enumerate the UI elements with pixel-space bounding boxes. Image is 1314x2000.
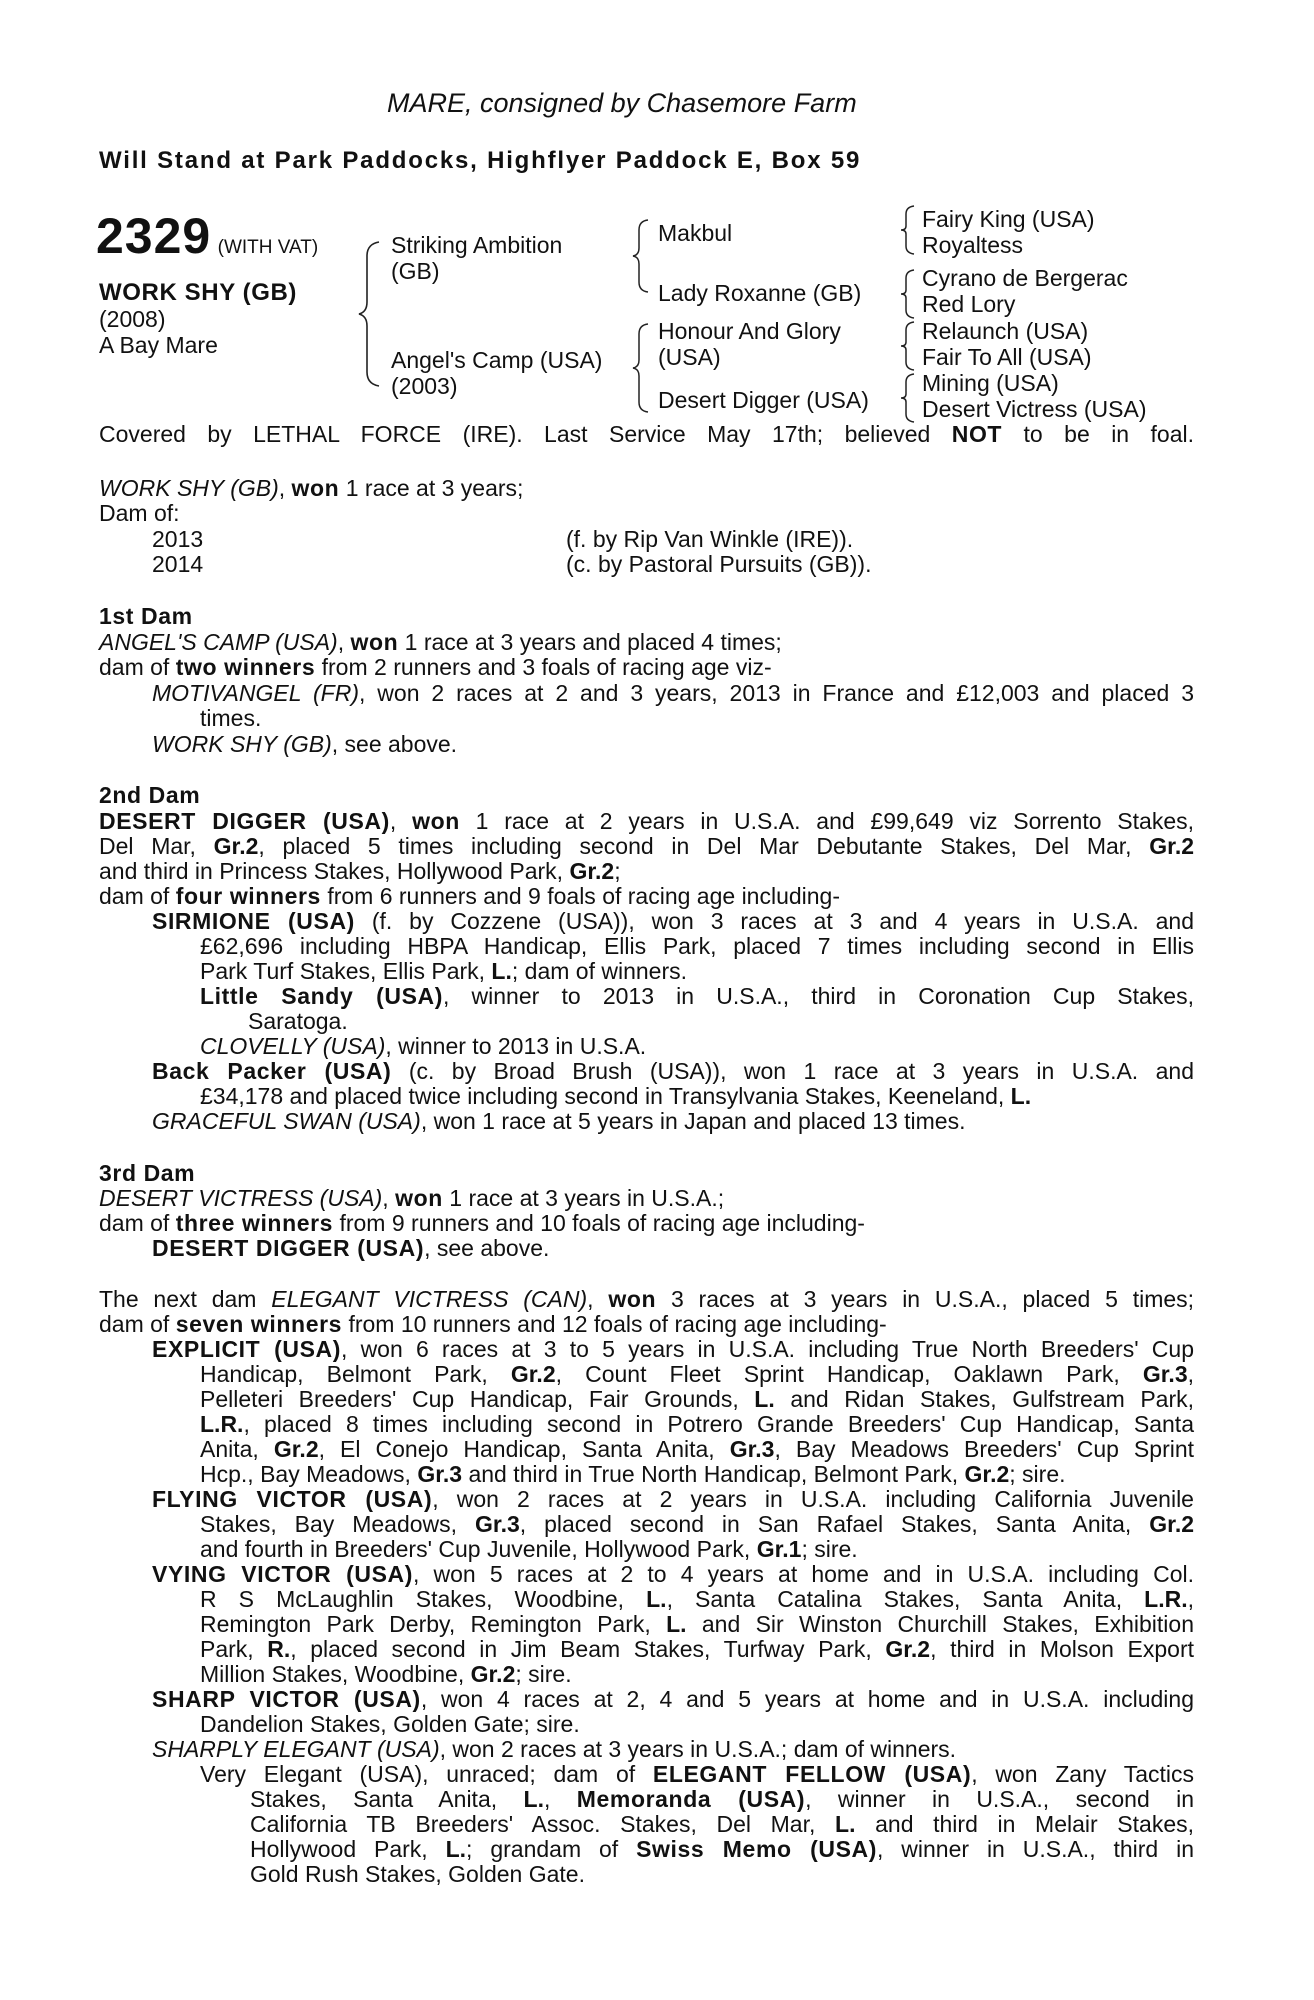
sharp-victor-1: , won 4 races at 2, 4 and 5 years at home and in U.S.A. including [420,1686,1195,1712]
explicit-5g2: Gr.3 [729,1436,775,1462]
explicit-2b: , Count Fleet Sprint Handicap, Oaklawn Park, [555,1361,1120,1387]
nd-l2b: seven winners [175,1311,343,1337]
flying-victor-3b: ; sire. [801,1536,858,1562]
little-sandy-line2: Saratoga. [248,1008,348,1034]
back-packer-2l: L. [1010,1083,1032,1109]
dam-dam: Desert Digger (USA) [658,387,869,413]
sirmione-line1 [152,908,1194,934]
graceful-swan-line [152,1108,965,1134]
sd-l2g: Gr.2 [213,833,259,859]
very-elegant-4l: L. [445,1836,467,1862]
explicit-2g2: Gr.3 [1142,1361,1188,1387]
very-elegant-1a: Very Elegant (USA), unraced; dam of [200,1761,636,1787]
explicit-5g: Gr.2 [273,1436,319,1462]
td-line3 [152,1235,549,1261]
motivangel-name: MOTIVANGEL (FR) [152,680,360,706]
first-dam-line: ANGEL'S CAMP (USA), won 1 race at 3 years and placed 4 times; [99,629,782,655]
consignment-heading: MARE, consigned by Chasemore Farm [387,88,857,118]
pedigree-brace-main [355,240,385,388]
sd-l3a: and third in Princess Stakes, Hollywood Park, [99,858,564,884]
pedigree-brace-dam [630,322,652,414]
sd-line4 [99,883,840,909]
workshy-see-above [152,731,457,757]
explicit-6g2: Gr.2 [964,1461,1010,1487]
dam: Angel's Camp (USA) [391,347,603,373]
explicit-line6 [200,1461,1066,1487]
very-elegant-1c: , won Zany Tactics [971,1761,1194,1787]
explicit-6c: ; sire. [1009,1461,1066,1487]
vying-victor-4c: , third in Molson Export [930,1636,1195,1662]
vying-victor-line1 [152,1561,1194,1587]
motivangel-line1 [152,680,1194,706]
produce-record: 1 race at 3 years; [345,475,524,501]
very-elegant-2c: , winner in U.S.A., second in [805,1786,1195,1812]
explicit-2a: Handicap, Belmont Park, [200,1361,488,1387]
explicit-6b: and third in True North Handicap, Belmont Park, [468,1461,959,1487]
very-elegant-3b: and third in Melair Stakes, [875,1811,1195,1837]
first-dam-produce-line [99,654,772,680]
dam-sire-origin: (USA) [658,344,721,370]
little-sandy-line1 [200,983,1194,1009]
vying-victor-4r: R. [267,1636,291,1662]
explicit-5b: , El Conejo Handicap, Santa Anita, [318,1436,715,1462]
vying-victor-2b: , Santa Catalina Stakes, Santa Anita, [666,1586,1123,1612]
sd-name: DESERT DIGGER (USA) [99,808,390,834]
sirmione-line3 [200,958,687,984]
td-name: DESERT VICTRESS (USA) [99,1185,383,1211]
lot-number: 2329 [96,208,212,264]
first-dam-name: ANGEL'S CAMP (USA) [99,629,338,655]
very-elegant-3l: L. [835,1811,856,1837]
explicit-6a: Hcp., Bay Meadows, [200,1461,411,1487]
nd-won: won [608,1286,657,1312]
sharply-elegant-rec: , won 2 races at 3 years in U.S.A.; dam of winners. [439,1736,957,1762]
sirmione-line2: £62,696 including HBPA Handicap, Ellis Park, placed 7 times including second in Ellis [200,933,1194,959]
explicit-line5 [200,1436,1194,1462]
sharp-victor-line2: Dandelion Stakes, Golden Gate; sire. [200,1711,580,1737]
explicit-name: EXPLICIT (USA) [152,1336,341,1362]
vying-victor-4a: Park, [200,1636,254,1662]
vying-victor-4g: Gr.2 [885,1636,931,1662]
back-packer-name: Back Packer (USA) [152,1058,392,1084]
little-sandy-1: , winner to 2013 in U.S.A., third in Coronation Cup Stakes, [442,983,1194,1009]
fd-dam-of: dam of [99,654,170,680]
clovelly-line [200,1033,646,1059]
dam-sire: Honour And Glory [658,318,841,344]
pedigree-brace-sire [630,218,652,294]
flying-victor-1: , won 2 races at 2 years in U.S.A. including California Juvenile [432,1486,1194,1512]
vying-victor-1: , won 5 races at 2 to 4 years at home and in U.S.A. including Col. [413,1561,1194,1587]
explicit-3b: and Ridan Stakes, Gulfstream Park, [790,1386,1195,1412]
motivangel-line2: times. [200,705,262,731]
td-won: won [395,1185,443,1211]
sharply-elegant-line [152,1736,956,1762]
explicit-2c: , [1187,1361,1195,1387]
vying-victor-4b: , placed second in Jim Beam Stakes, Turfway Park, [290,1636,872,1662]
sharp-victor-name: SHARP VICTOR (USA) [152,1686,421,1712]
explicit-line1 [152,1336,1194,1362]
td-dd-rec: , see above. [424,1235,550,1261]
sd-l1: 1 race at 2 years in U.S.A. and £99,649 viz Sorrento Stakes, [475,808,1195,834]
elegant-fellow-name: ELEGANT FELLOW (USA) [652,1761,972,1787]
workshy-name: WORK SHY (GB) [152,731,332,757]
sirmione-3b: ; dam of winners. [511,958,688,984]
flying-victor-2a: Stakes, Bay Meadows, [200,1511,458,1537]
memoranda-name: Memoranda (USA) [576,1786,806,1812]
td-l2b: three winners [175,1210,334,1236]
sharp-victor-line1 [152,1686,1194,1712]
vying-victor-2l2: L.R. [1144,1586,1188,1612]
g3-royaltess: Royaltess [922,232,1023,258]
explicit-line3 [200,1386,1194,1412]
sd-l4b: four winners [175,883,321,909]
second-dam-heading: 2nd Dam [99,782,201,808]
nd-line2 [99,1311,887,1337]
g3-desert-victress: Desert Victress (USA) [922,396,1147,422]
swiss-memo-name: Swiss Memo (USA) [636,1836,878,1862]
g3-relaunch: Relaunch (USA) [922,318,1089,344]
dam-year: (2003) [391,373,458,399]
vying-victor-line4 [200,1636,1194,1662]
explicit-6g: Gr.3 [417,1461,463,1487]
vying-victor-line5 [200,1661,572,1687]
very-elegant-2l: L. [523,1786,544,1812]
sd-l4c: from 6 runners and 9 foals of racing age including- [327,883,841,909]
flying-victor-line2 [200,1511,1194,1537]
back-packer-line1 [152,1058,1194,1084]
very-elegant-4c: , winner in U.S.A., third in [877,1836,1195,1862]
flying-victor-3g: Gr.1 [756,1536,802,1562]
explicit-line4 [200,1411,1194,1437]
lot-name: WORK SHY (GB) [99,279,298,306]
vying-victor-3a: Remington Park Derby, Remington Park, [200,1611,651,1637]
very-elegant-2b: , [543,1786,551,1812]
pedigree-brace-g4 [898,372,918,424]
vying-victor-line3 [200,1611,1194,1637]
covered-tail: to be in foal. [1023,421,1195,447]
flying-victor-2b: , placed second in San Rafael Stakes, Santa Anita, [519,1511,1132,1537]
td-line1: DESERT VICTRESS (USA), won 1 race at 3 years in U.S.A.; [99,1185,725,1211]
explicit-3l: L. [754,1386,775,1412]
sd-l2a: Del Mar, [99,833,196,859]
vying-victor-5b: ; sire. [515,1661,572,1687]
td-dd-name: DESERT DIGGER (USA) [152,1235,425,1261]
produce-detail-2014: (c. by Pastoral Pursuits (GB)). [566,551,872,577]
very-elegant-line3 [250,1811,1194,1837]
td-line2 [99,1210,865,1236]
dam-of-label: Dam of: [99,500,180,526]
g3-cyrano: Cyrano de Bergerac [922,265,1128,291]
back-packer-2a: £34,178 and placed twice including second in Transylvania Stakes, Keeneland, [200,1083,1005,1109]
td-record: 1 race at 3 years in U.S.A.; [449,1185,725,1211]
vying-victor-2a: R S McLaughlin Stakes, Woodbine, [200,1586,625,1612]
first-dam-won: won [350,629,399,655]
sharply-elegant-name: SHARPLY ELEGANT (USA) [152,1736,440,1762]
explicit-3a: Pelleteri Breeders' Cup Handicap, Fair Grounds, [200,1386,739,1412]
vying-victor-5a: Million Stakes, Woodbine, [200,1661,465,1687]
sirmione-name: SIRMIONE (USA) [152,908,355,934]
very-elegant-line4 [250,1836,1194,1862]
sd-l3g: Gr.2 [569,858,615,884]
workshy-rec: , see above. [331,731,458,757]
td-l2a: dam of [99,1210,170,1236]
sd-line3 [99,858,621,884]
back-packer-line2 [200,1083,1031,1109]
stabling-line: Will Stand at Park Paddocks, Highflyer Paddock E, Box 59 [99,147,862,174]
produce-detail-2013: (f. by Rip Van Winkle (IRE)). [566,526,854,552]
vying-victor-line2 [200,1586,1194,1612]
g3-fairy-king: Fairy King (USA) [922,206,1095,232]
clovelly-rec: , winner to 2013 in U.S.A. [385,1033,647,1059]
flying-victor-line1 [152,1486,1194,1512]
lot-year: (2008) [99,306,166,332]
sire-dam: Lady Roxanne (GB) [658,280,862,306]
explicit-2g: Gr.2 [510,1361,556,1387]
very-elegant-line1 [200,1761,1194,1787]
pedigree-brace-g1 [898,204,918,256]
very-elegant-4a: Hollywood Park, [250,1836,428,1862]
vat-note: (WITH VAT) [217,237,319,258]
explicit-5c: , Bay Meadows Breeders' Cup Sprint [774,1436,1195,1462]
sirmione-3l: L. [491,958,512,984]
td-l2c: from 9 runners and 10 foals of racing age including- [339,1210,865,1236]
flying-victor-3a: and fourth in Breeders' Cup Juvenile, Hollywood Park, [200,1536,751,1562]
sd-l2g2: Gr.2 [1149,833,1195,859]
sd-won: won [412,808,460,834]
vying-victor-2c: , [1187,1586,1195,1612]
produce-line: WORK SHY (GB), won 1 race at 3 years; [99,475,524,501]
explicit-4l: L.R. [200,1411,244,1437]
third-dam-heading: 3rd Dam [99,1160,196,1186]
explicit-line2 [200,1361,1194,1387]
flying-victor-2g: Gr.3 [475,1511,520,1537]
fd-runners: from 2 runners and 3 foals of racing age viz- [321,654,772,680]
sd-line2 [99,833,1194,859]
pedigree-brace-g3 [898,320,918,372]
sirmione-3a: Park Turf Stakes, Ellis Park, [200,958,486,984]
flying-victor-2g2: Gr.2 [1149,1511,1195,1537]
sire-sire: Makbul [658,220,733,246]
covered-line [99,421,1194,447]
vying-victor-5g: Gr.2 [470,1661,516,1687]
very-elegant-3a: California TB Breeders' Assoc. Stakes, Del Mar, [250,1811,816,1837]
fd-winners: two winners [175,654,316,680]
lot-number-line [96,210,318,262]
vying-victor-name: VYING VICTOR (USA) [152,1561,413,1587]
very-elegant-4b: ; grandam of [466,1836,619,1862]
nd-line1: The next dam ELEGANT VICTRESS (CAN), won 3 races at 3 years in U.S.A., placed 5 times; [99,1286,1195,1312]
sd-l4a: dam of [99,883,170,909]
flying-victor-name: FLYING VICTOR (USA) [152,1486,433,1512]
produce-won: won [291,475,340,501]
sd-l3b: ; [614,858,621,884]
nd-name: ELEGANT VICTRESS (CAN) [271,1286,588,1312]
produce-year-2013: 2013 [152,526,204,552]
vying-victor-2l: L. [646,1586,667,1612]
sd-line1: DESERT DIGGER (USA), won 1 race at 2 years in U.S.A. and £99,649 viz Sorrento Stakes, [99,808,1195,834]
graceful-swan-rec: , won 1 race at 5 years in Japan and placed 13 times. [420,1108,966,1134]
very-elegant-2a: Stakes, Santa Anita, [250,1786,498,1812]
first-dam-record: 1 race at 3 years and placed 4 times; [404,629,782,655]
explicit-5a: Anita, [200,1436,259,1462]
explicit-4b: , placed 8 times including second in Potrero Grande Breeders' Cup Handicap, Santa [243,1411,1194,1437]
nd-l2a: dam of [99,1311,170,1337]
very-elegant-line2 [250,1786,1194,1812]
covered-text: Covered by LETHAL FORCE (IRE). Last Service May 17th; believed [99,421,931,447]
nd-intro: The next dam [99,1286,257,1312]
covered-not: NOT [951,421,1003,447]
g3-mining: Mining (USA) [922,370,1059,396]
flying-victor-line3 [200,1536,858,1562]
explicit-1: , won 6 races at 3 to 5 years in U.S.A. including True North Breeders' Cup [340,1336,1194,1362]
back-packer-1: (c. by Broad Brush (USA)), won 1 race at 3 years in U.S.A. and [408,1058,1194,1084]
nd-record: 3 races at 3 years in U.S.A., placed 5 times; [670,1286,1195,1312]
very-elegant-line5: Gold Rush Stakes, Golden Gate. [250,1861,585,1887]
motivangel-rec1: , won 2 races at 2 and 3 years, 2013 in France and £12,003 and placed 3 [359,680,1194,706]
lot-description: A Bay Mare [99,332,218,358]
g3-red-lory: Red Lory [922,291,1016,317]
sire: Striking Ambition [391,232,563,258]
clovelly-name: CLOVELLY (USA) [200,1033,386,1059]
vying-victor-3b: and Sir Winston Churchill Stakes, Exhibition [701,1611,1194,1637]
first-dam-heading: 1st Dam [99,603,193,629]
nd-l2c: from 10 runners and 12 foals of racing age including- [348,1311,887,1337]
sire-origin: (GB) [391,258,440,284]
vying-victor-3l: L. [666,1611,687,1637]
graceful-swan-name: GRACEFUL SWAN (USA) [152,1108,421,1134]
pedigree-brace-g2 [898,268,918,320]
sirmione-1: (f. by Cozzene (USA)), won 3 races at 3 and 4 years in U.S.A. and [371,908,1194,934]
little-sandy-name: Little Sandy (USA) [200,983,443,1009]
g3-fair-to-all: Fair To All (USA) [922,344,1092,370]
produce-year-2014: 2014 [152,551,204,577]
sd-l2b: , placed 5 times including second in Del Mar Debutante Stakes, Del Mar, [258,833,1132,859]
produce-name: WORK SHY (GB) [99,475,279,501]
